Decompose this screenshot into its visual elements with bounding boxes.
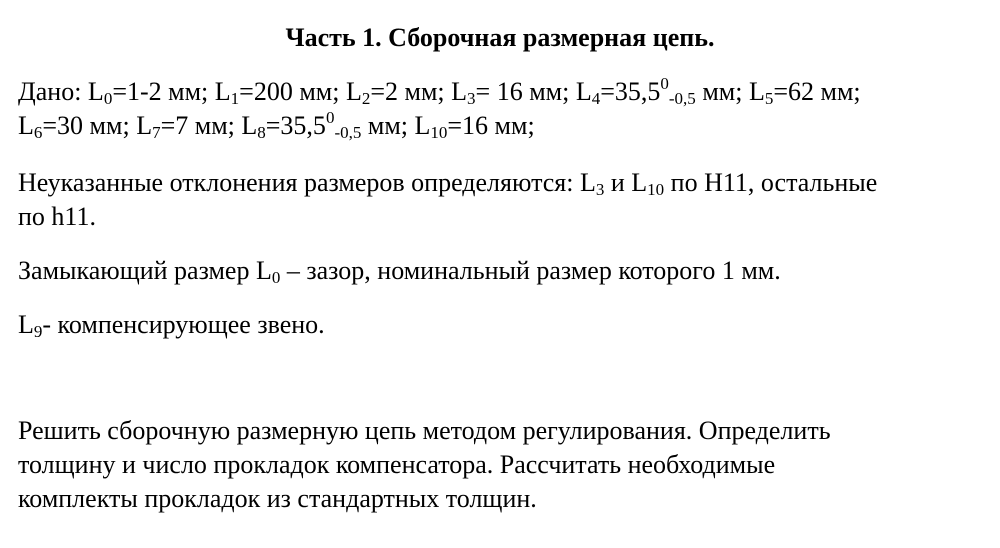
given-item-l8: $L_8=35,5^0-0,5$ мм; xyxy=(241,108,415,142)
given-item-l4: $L_4=35,5^0-0,5$ мм; xyxy=(575,74,749,108)
deviations-paragraph xyxy=(18,166,990,234)
document-title: Часть 1. Сборочная размерная цепь. xyxy=(285,23,715,52)
given-prefix: Дано: xyxy=(18,77,88,106)
deviations-line-1: Неуказанные отклонения размеров определяются: $L_3$ и $L_{10}$ по Н11, остальные xyxy=(18,168,878,199)
given-item-l3: $L_3= 16$ мм; xyxy=(451,77,576,108)
task-line-3: комплекты прокладок из стандартных толщин. xyxy=(18,484,537,513)
given-item-l6: $L_6=30$ мм; xyxy=(18,111,137,142)
given-paragraph xyxy=(18,75,990,143)
given-line-2 xyxy=(18,109,990,143)
compensator-paragraph: $L_9-$ компенсирующее звено. xyxy=(18,310,325,341)
given-line-1 xyxy=(18,75,990,109)
given-item-l10: $L_{10}=16$ мм; xyxy=(414,111,535,142)
task-line-1: Решить сборочную размерную цепь методом регулирования. Определить xyxy=(18,416,831,445)
task-paragraph xyxy=(18,414,990,516)
given-item-l1: $L_1=200$ мм; xyxy=(214,77,346,108)
given-item-l0: $L_0=1-2$ мм; xyxy=(87,77,215,108)
given-item-l2: $L_2=2$ мм; xyxy=(345,77,452,108)
task-line-2: толщину и число прокладок компенсатора. Рассчитать необходимые xyxy=(18,450,776,479)
given-item-l5: $L_5=62$ мм; xyxy=(748,77,861,108)
given-item-l7: $L_7=7$ мм; xyxy=(136,111,242,142)
closing-link-paragraph: Замыкающий размер $L_0$ – зазор, номинальный размер которого 1 мм. xyxy=(18,256,781,287)
deviations-line-2: по h11. xyxy=(18,202,96,231)
